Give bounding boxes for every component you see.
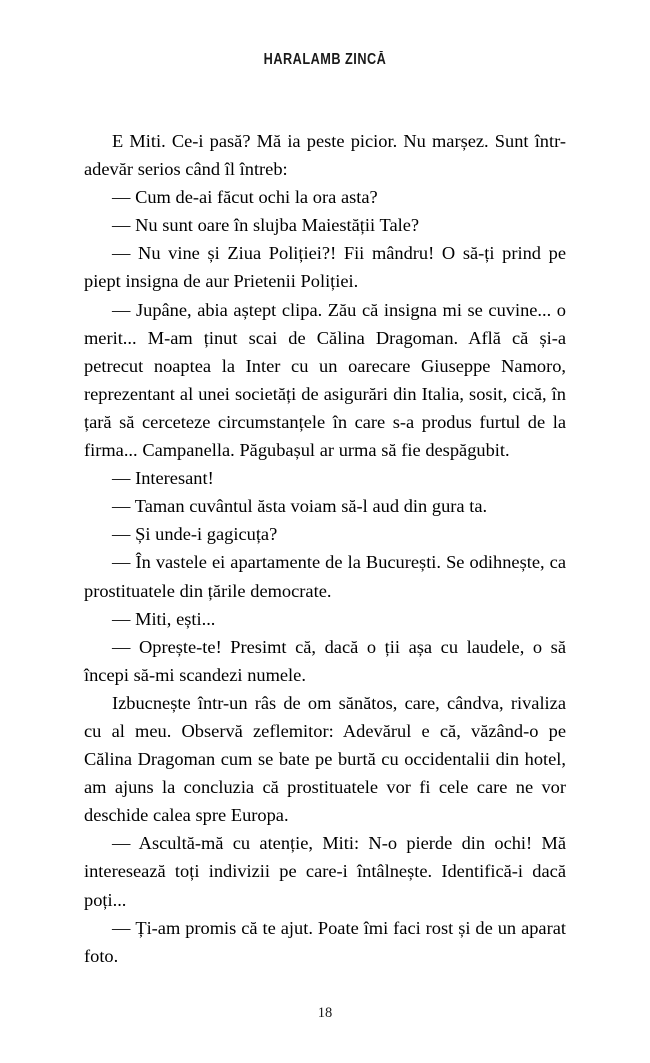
paragraph: — Interesant!	[112, 468, 214, 489]
paragraph: — Miti, ești...	[112, 608, 216, 629]
paragraph: — Ascultă-mă cu atenție, Miti: N-o pierde din ochi! Mă interesează toți indivizii pe care-i întâlnește. Identifică-i dacă poți...	[84, 833, 566, 910]
paragraph: — Cum de-ai făcut ochi la ora asta?	[112, 187, 378, 208]
paragraph: Izbucnește într-un râs de om sănătos, care, cândva, rivaliza cu al meu. Observă zeflemitor: Adevărul e că, văzând-o pe Călina Dragoman cum se bate pe burtă cu occidentalii din hotel, am ajuns la concluzia că prostituatele vor fi cele care ne vor deschide calea spre Europa.	[84, 692, 566, 826]
running-head-author: HARALAMB ZINCĂ	[263, 51, 387, 68]
paragraph: — Taman cuvântul ăsta voiam să-l aud din gura ta.	[112, 496, 488, 517]
paragraph: — Și unde-i gagicuța?	[112, 524, 278, 545]
paragraph: — Oprește-te! Presimt că, dacă o ții așa cu laudele, o să începi să-mi scandezi numele.	[84, 636, 566, 685]
paragraph: — Nu vine și Ziua Poliției?! Fii mândru! O să-ți prind pe piept insigna de aur Prietenii Poliției.	[84, 243, 566, 292]
page-number: 18	[317, 1005, 333, 1021]
paragraph: — Jupâne, abia aștept clipa. Zău că insigna mi se cuvine... o merit... M-am ținut scai de Călina Dragoman. Află că și-a petrecut noaptea la Inter cu un oarecare Giuseppe Namoro, reprezentant al unei societăți de asigurări din Italia, sosit, cică, în țară să cerceteze circumstanțele în care s-a produs furtul de la firma... Campanella. Păgubașul ar urma să fie despăgubit.	[84, 299, 566, 461]
body-text-block	[84, 127, 566, 970]
paragraph: — Nu sunt oare în slujba Maiestății Tale?	[112, 215, 420, 236]
paragraph: — Ți-am promis că te ajut. Poate îmi faci rost și de un aparat foto.	[84, 917, 566, 966]
paragraph: — În vastele ei apartamente de la București. Se odihnește, ca prostituatele din țările democrate.	[84, 552, 566, 601]
paragraph: E Miti. Ce-i pasă? Mă ia peste picior. Nu marșez. Sunt într-adevăr serios când îl întreb:	[84, 131, 566, 180]
